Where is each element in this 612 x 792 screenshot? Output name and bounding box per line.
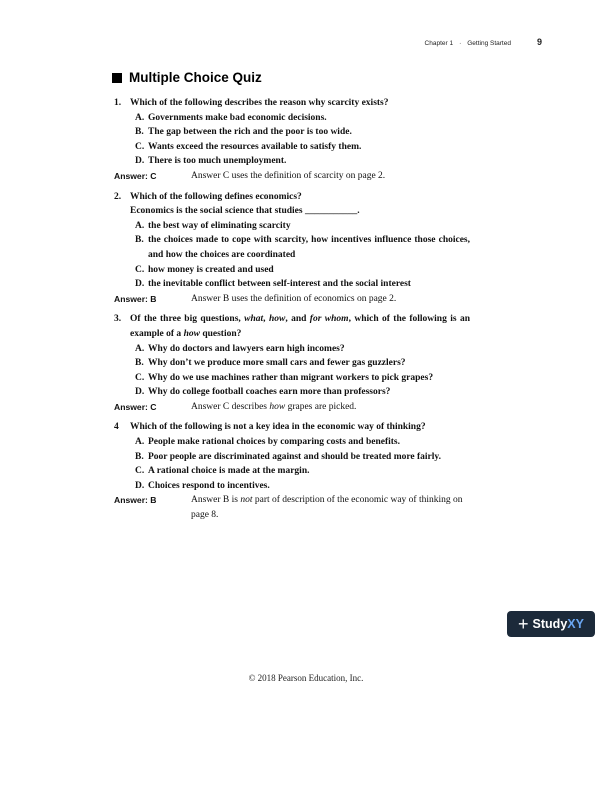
- question-1: [114, 96, 470, 184]
- question-text: Which of the following is not a key idea in the economic way of thinking?: [130, 422, 426, 433]
- option-b: [135, 450, 470, 465]
- copyright-footer: © 2018 Pearson Education, Inc.: [248, 673, 364, 683]
- option-text: Wants exceed the resources available to satisfy them.: [148, 141, 362, 152]
- quiz-list: [114, 96, 470, 529]
- option-text: Why don’t we produce more small cars and fewer gas guzzlers?: [148, 358, 406, 369]
- option-d: [135, 154, 470, 169]
- question-stem: [114, 190, 470, 205]
- question-text: Which of the following defines economics?: [130, 191, 302, 202]
- option-list: [114, 111, 470, 169]
- answer-italic-text: how: [269, 401, 286, 412]
- option-text: Why do we use machines rather than migrant workers to pick grapes?: [148, 372, 434, 383]
- option-text: how money is created and used: [148, 264, 274, 275]
- option-text: The gap between the rich and the poor is too wide.: [148, 127, 352, 138]
- stem-text: , and: [285, 314, 310, 325]
- option-text: There is too much unemployment.: [148, 156, 287, 167]
- option-letter: C.: [135, 372, 145, 383]
- question-stem: [114, 420, 470, 435]
- option-c: [135, 140, 470, 155]
- option-list: [114, 219, 470, 292]
- stem-italic-text: what: [244, 314, 264, 325]
- answer-label: Answer: B: [114, 495, 157, 506]
- brand-main: Study: [532, 617, 568, 631]
- option-c: [135, 464, 470, 479]
- option-letter: A.: [135, 112, 145, 123]
- option-text: the best way of eliminating scarcity: [148, 220, 291, 231]
- question-text: Which of the following describes the reason why scarcity exists?: [130, 98, 389, 108]
- answer-text: part of description of the economic way of thinking on page 8.: [191, 495, 463, 521]
- option-text: A rational choice is made at the margin.: [148, 466, 310, 477]
- stem-text: ,: [263, 314, 269, 325]
- stem-text: Of the three big questions,: [130, 314, 245, 325]
- studyxy-watermark: [507, 611, 595, 637]
- question-number: 4: [114, 422, 119, 433]
- answer-label: Answer: C: [114, 170, 157, 181]
- option-d: [135, 277, 470, 292]
- plus-icon: +: [518, 614, 529, 634]
- square-bullet-icon: [112, 73, 122, 83]
- option-text: Why do college football coaches earn more than professors?: [148, 387, 391, 398]
- question-2: [114, 190, 470, 307]
- option-a: [135, 342, 470, 357]
- section-title: Multiple Choice Quiz: [129, 70, 262, 85]
- option-letter: A.: [135, 437, 145, 448]
- answer-explanation: [191, 400, 470, 415]
- option-letter: D.: [135, 387, 145, 398]
- option-a: [135, 111, 470, 126]
- question-number: 2.: [114, 191, 122, 202]
- option-b: [135, 356, 470, 371]
- answer-text: grapes are picked.: [285, 401, 357, 412]
- option-letter: B.: [135, 235, 144, 246]
- option-list: [114, 342, 470, 400]
- answer-label: Answer: B: [114, 293, 157, 304]
- answer-row: [114, 169, 470, 184]
- option-letter: A.: [135, 220, 145, 231]
- option-text: Governments make bad economic decisions.: [148, 112, 327, 123]
- question-3: [114, 312, 470, 414]
- option-d: [135, 479, 470, 494]
- stem-text: , which of the following is an example of a: [130, 314, 470, 339]
- option-d: [135, 385, 470, 400]
- brand-accent: XY: [567, 617, 584, 631]
- chapter-title: Getting Started: [467, 40, 511, 47]
- option-text: the inevitable conflict between self-interest and the social interest: [148, 279, 411, 290]
- option-letter: C.: [135, 141, 145, 152]
- option-letter: C.: [135, 264, 145, 275]
- answer-italic-text: not: [240, 495, 253, 506]
- option-c: [135, 263, 470, 278]
- question-number: 3.: [114, 314, 122, 325]
- section-heading: [112, 70, 262, 85]
- option-letter: D.: [135, 156, 145, 167]
- option-letter: D.: [135, 480, 145, 491]
- question-text: [130, 312, 470, 341]
- question-4: [114, 420, 470, 522]
- option-letter: A.: [135, 343, 145, 354]
- answer-explanation: Answer B uses the definition of economics on page 2.: [191, 293, 397, 304]
- answer-row: [114, 400, 470, 415]
- option-text: People make rational choices by comparing costs and benefits.: [148, 437, 401, 448]
- question-stem: [114, 96, 470, 111]
- option-letter: B.: [135, 127, 144, 138]
- option-b: [135, 125, 470, 140]
- question-stem: [114, 312, 470, 341]
- option-c: [135, 371, 470, 386]
- option-letter: D.: [135, 279, 145, 290]
- option-letter: B.: [135, 358, 144, 369]
- stem-italic-text: for whom: [309, 314, 349, 325]
- option-text: Choices respond to incentives.: [148, 480, 270, 491]
- option-text: Why do doctors and lawyers earn high incomes?: [148, 343, 345, 354]
- running-header: [425, 37, 542, 47]
- option-a: [135, 435, 470, 450]
- question-number: 1.: [114, 98, 122, 108]
- option-list: [114, 435, 470, 493]
- answer-label: Answer: C: [114, 401, 157, 412]
- stem-text: question?: [199, 328, 242, 339]
- answer-row: [114, 292, 470, 307]
- answer-explanation: Answer C uses the definition of scarcity on page 2.: [191, 170, 386, 181]
- answer-text: Answer B is: [191, 495, 241, 506]
- header-separator: ·: [459, 40, 462, 47]
- answer-text: Answer C describes: [191, 401, 270, 412]
- stem-italic-text: how: [268, 314, 286, 325]
- option-letter: B.: [135, 451, 144, 462]
- chapter-label: Chapter 1: [424, 40, 454, 47]
- option-text: Poor people are discriminated against and should be treated more fairly.: [148, 451, 442, 462]
- option-b: [135, 233, 470, 262]
- option-text: the choices made to cope with scarcity, how incentives influence those choices, and how the choices are coordinated: [148, 235, 470, 260]
- answer-row: [114, 493, 470, 522]
- stem-italic-text: how: [183, 328, 200, 339]
- option-a: [135, 219, 470, 234]
- page-number: 9: [536, 37, 542, 47]
- question-subtext: Economics is the social science that studies ___________.: [130, 206, 360, 217]
- answer-explanation: [191, 493, 470, 522]
- option-letter: C.: [135, 466, 145, 477]
